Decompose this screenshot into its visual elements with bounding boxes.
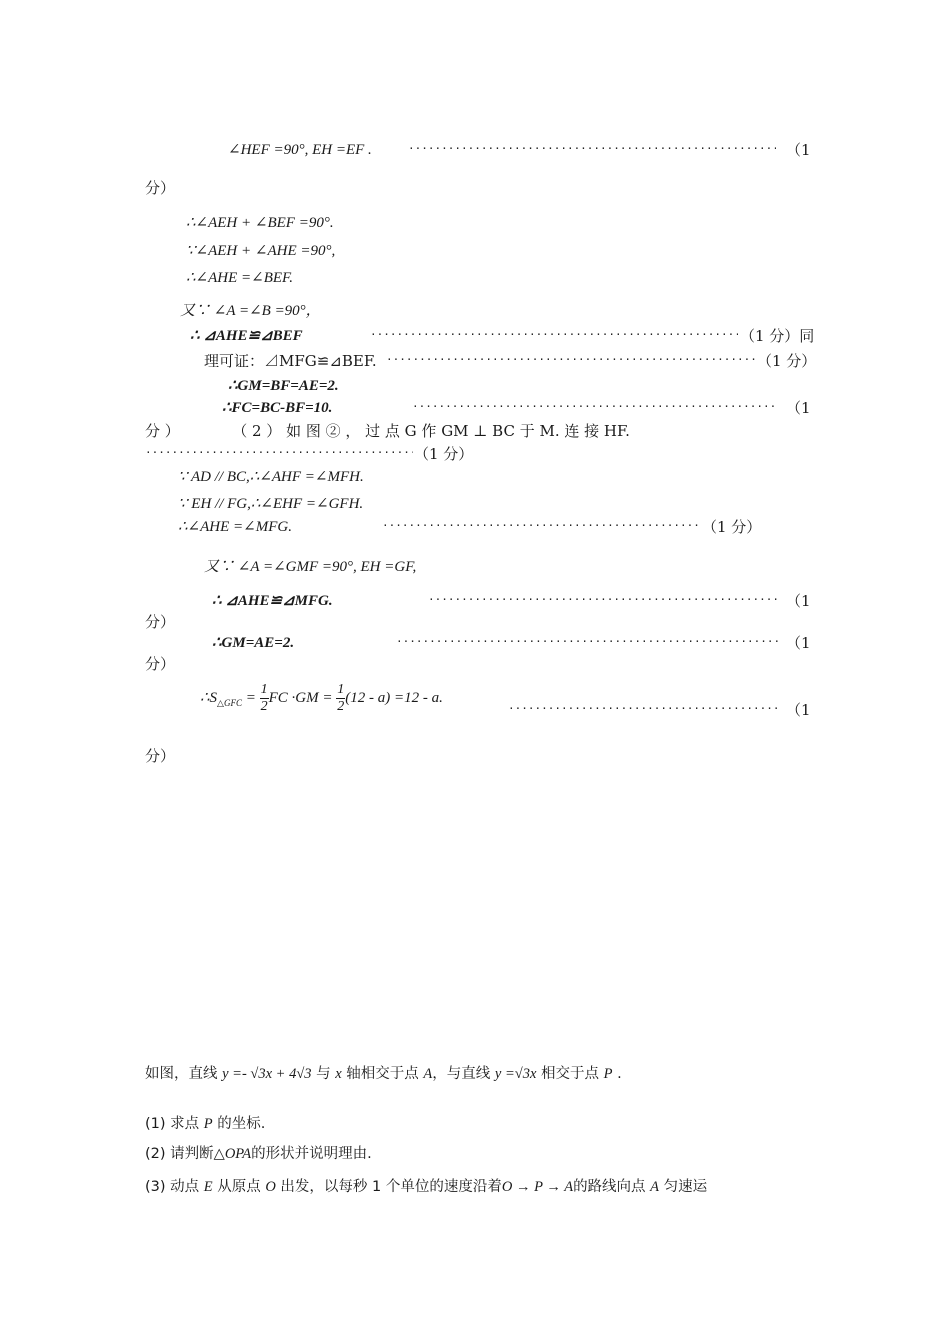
leader-dots [396,633,780,653]
area-symbol: ∴S [200,690,218,706]
score-mark: （1 [786,592,811,610]
line-equation-1: y =- √3x + 4√3 [222,1066,312,1082]
question-2: (2) 请判断△OPA的形状并说明理由. [145,1146,372,1162]
solution-line-12: ∵ AD // BC,∴∠AHF =∠MFH. [178,469,364,485]
solution-line-10: 分 ） （ 2 ） 如 图 ② ， 过 点 G 作 GM ⊥ BC 于 M. 连 接 HF. [145,422,630,440]
solution-line-4: ∴∠AHE =∠BEF. [186,270,294,286]
question-1: (1) 求点 P 的坐标. [145,1116,266,1132]
problem-intro: 如图，直线 y =- √3x + 4√3 与 x 轴相交于点 A，与直线 y =√3x 相交于点 P . [145,1066,622,1082]
score-mark: （1 [786,141,811,159]
score-mark: （1 [786,399,811,417]
solution-line-6: ∴ ⊿AHE≌⊿BEF [190,328,303,344]
leader-dots [408,140,776,160]
solution-line-8: ∴GM=BF=AE=2. [228,378,339,394]
leader-dots [386,351,756,371]
formula-post: (12 - a) =12 - a. [345,690,443,706]
solution-line-5: 又∵ ∠A =∠B =90°， [180,303,321,319]
question-3: (3) 动点 E 从原点 O 出发，以每秒 1 个单位的速度沿着O → P → A的路线向点 A 匀速运 [145,1179,708,1195]
line-equation-2: y =√3x [494,1066,537,1082]
leader-dots [428,591,780,611]
solution-line-9: ∴FC=BC-BF=10. [222,400,333,416]
score-mark: （1 [786,634,811,652]
score-mark-cont: 分） [145,747,176,765]
equals: = [241,690,256,706]
leader-dots [412,398,778,418]
score-mark: （1 分） [414,445,474,463]
solution-line-3: ∵∠AEH + ∠AHE =90°, [186,243,336,259]
score-mark-cont: 分） [145,655,176,673]
solution-line-15: 又∵ ∠A =∠GMF =90°, EH =GF, [204,559,417,575]
leader-dots [382,517,698,537]
area-subscript: △GFC [217,698,242,708]
solution-line-2: ∴∠AEH + ∠BEF =90°. [186,215,334,231]
solution-line-14: ∴∠AHE =∠MFG. [178,519,292,535]
solution-line-7: 理可证：⊿MFG≌⊿BEF. [204,352,377,370]
leader-dots [508,700,778,720]
formula-mid: FC ·GM = [268,690,333,706]
score-mark-cont: 分） [145,613,176,631]
path-expression: O → P → A [501,1179,574,1195]
fraction-half: $\frac{1}{2}$ [337,682,345,715]
fraction-half: $\frac{1}{2}$ [260,682,268,715]
score-mark-cont: 分） [145,179,176,197]
solution-line-18 [200,680,443,720]
solution-line-17: ∴GM=AE=2. [212,635,295,651]
score-mark: （1 [786,701,811,719]
leader-dots [145,444,413,464]
score-mark: （1 分）同 [740,327,815,345]
solution-line-1: ∠HEF =90°, EH =EF . [228,142,372,158]
score-mark: （1 分） [757,352,817,370]
score-mark: （1 分） [702,518,762,536]
solution-line-16: ∴ ⊿AHE≌⊿MFG. [212,593,333,609]
leader-dots [370,326,738,346]
solution-line-13: ∵ EH // FG,∴∠EHF =∠GFH. [178,496,364,512]
